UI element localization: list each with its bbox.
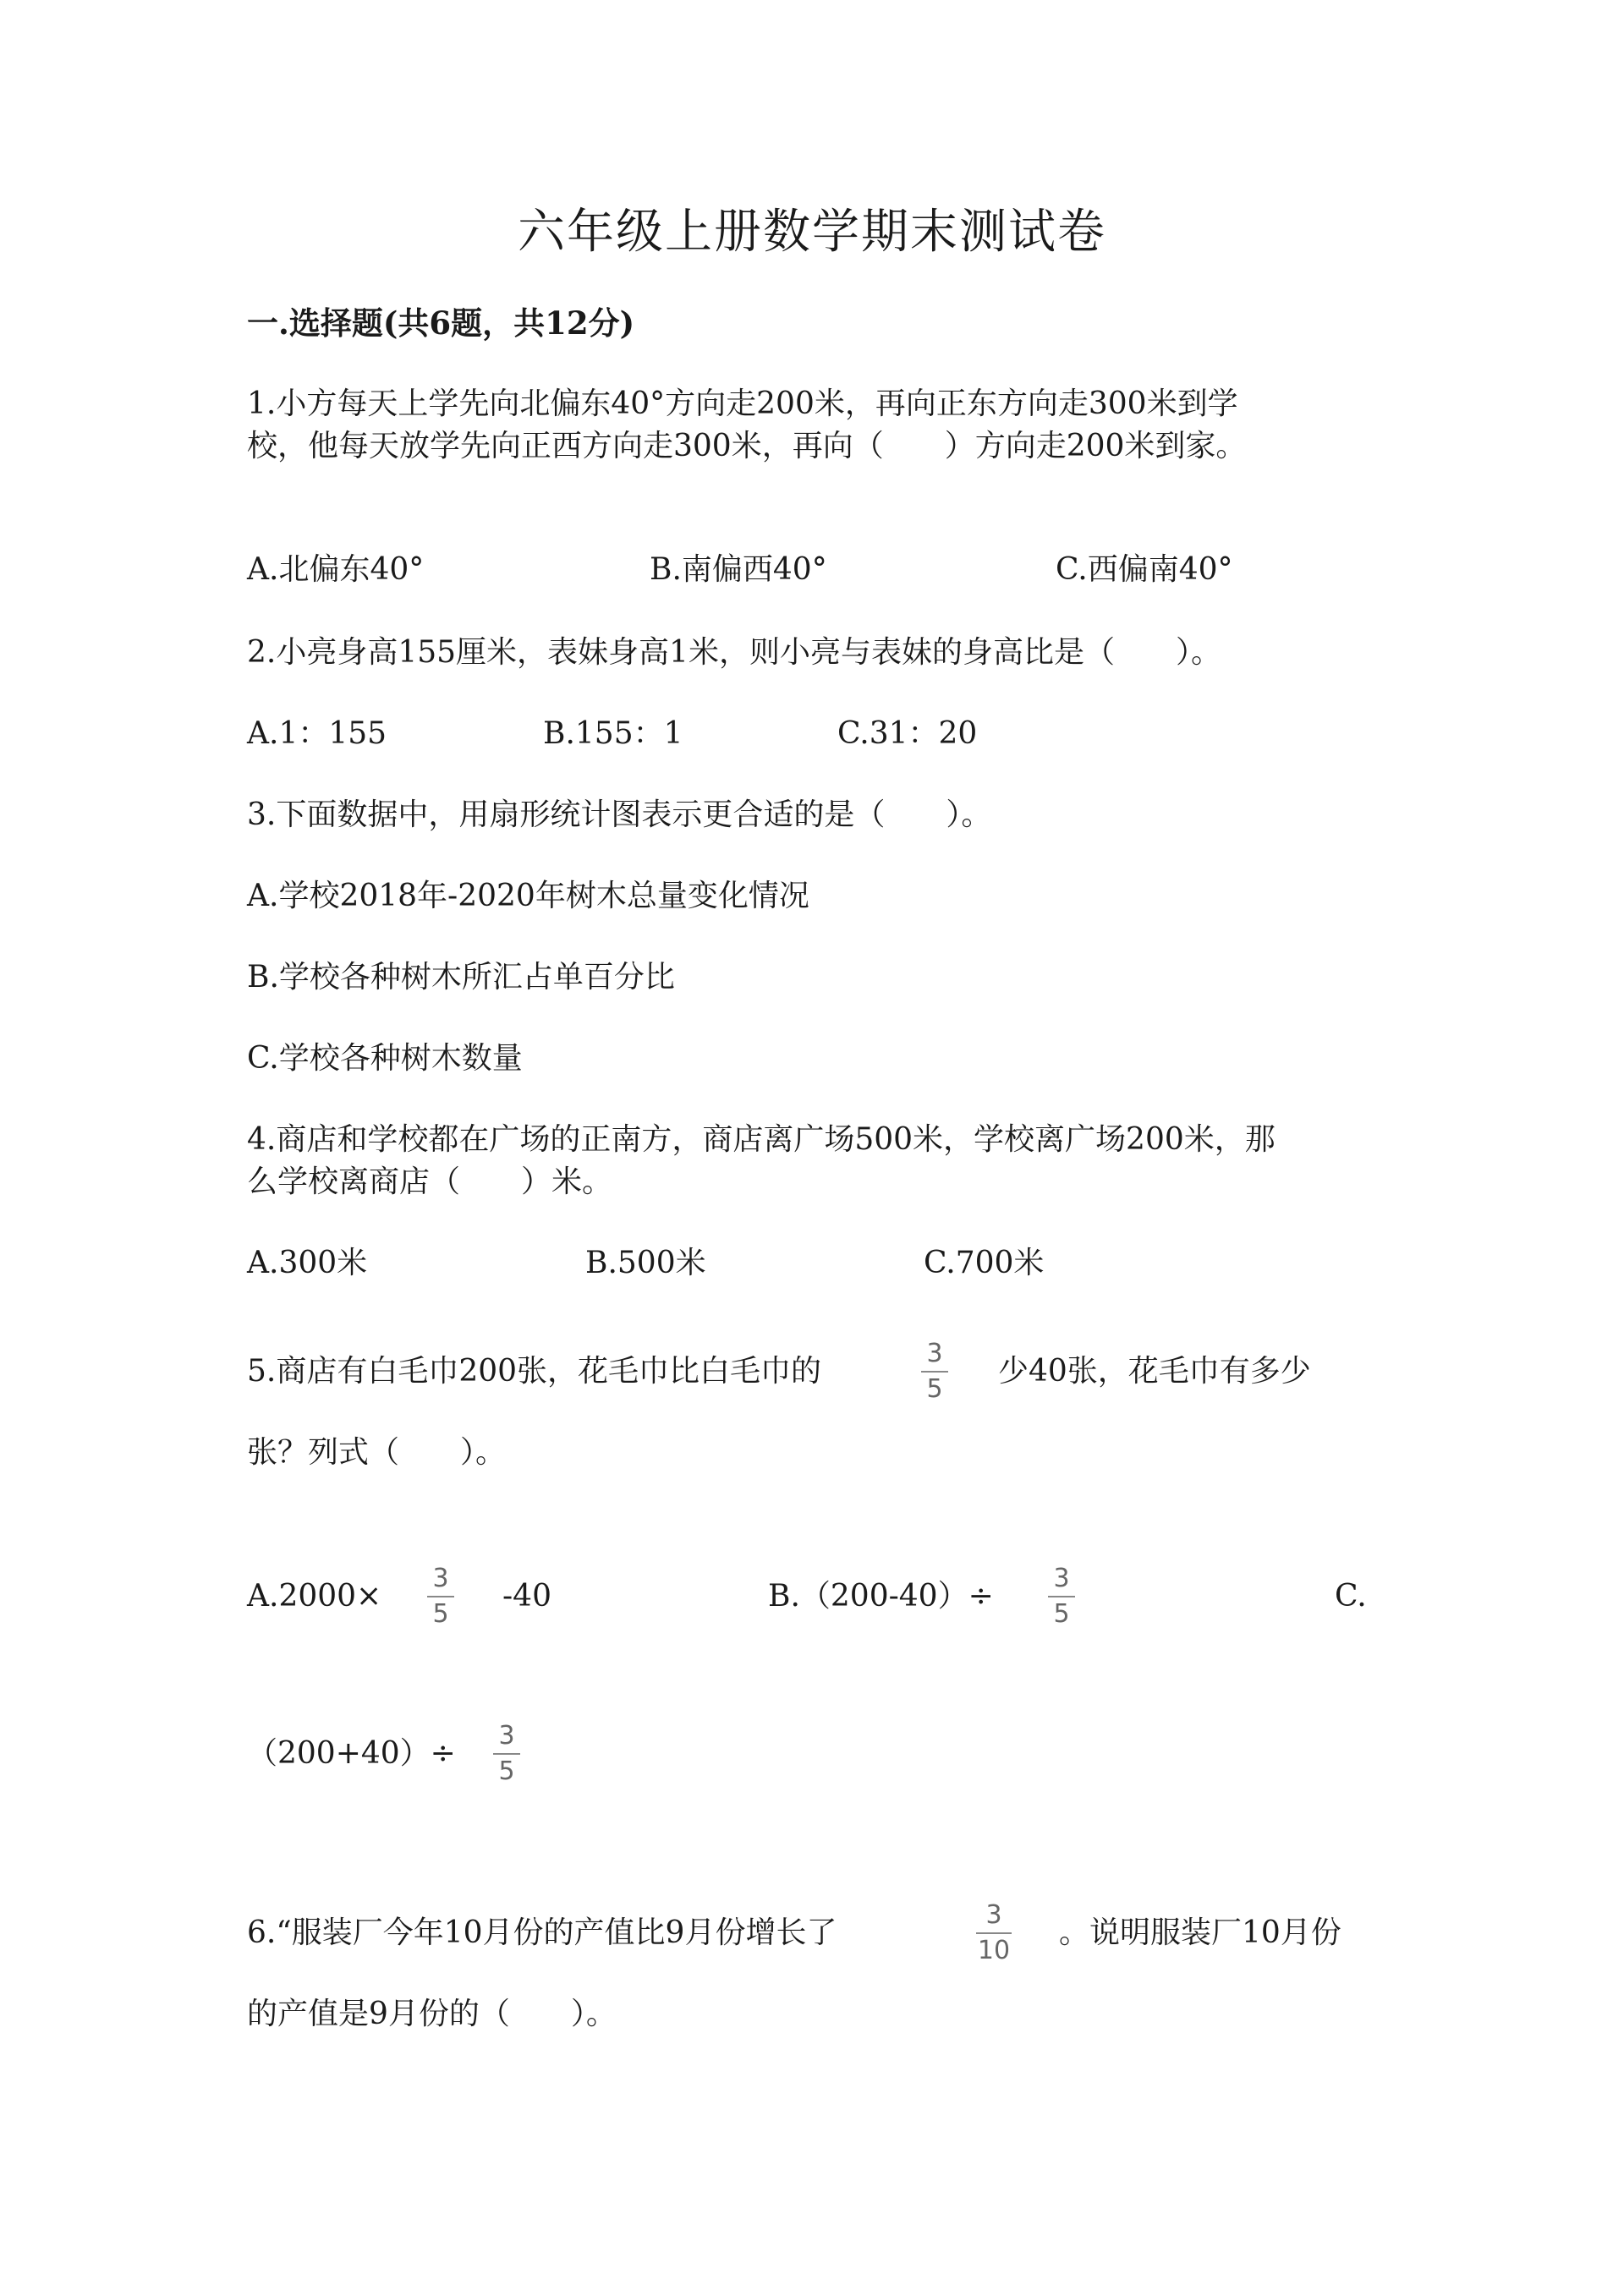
question-1-line-2: 校，他每天放学先向正西方向走300米，再向（ ）方向走200米到家。 [247, 429, 1247, 463]
question-5-option-c-label[interactable]: C. [1335, 1579, 1367, 1614]
question-5-option-b[interactable]: B.（200-40）÷ [768, 1579, 994, 1614]
question-1-option-c[interactable]: C.西偏南40° [1056, 552, 1233, 587]
fraction-numerator: 3 [498, 1721, 515, 1751]
fraction-denominator: 10 [977, 1936, 1011, 1965]
fraction-denominator: 5 [498, 1756, 515, 1786]
fraction-numerator: 3 [926, 1339, 943, 1368]
question-5-option-b-fraction [1045, 1565, 1078, 1628]
question-4-option-c[interactable]: C.700米 [924, 1246, 1045, 1280]
fraction-bar [1048, 1596, 1075, 1597]
fraction-numerator: 3 [432, 1564, 449, 1593]
question-1-line-1: 1.小方每天上学先向北偏东40°方向走200米，再向正东方向走300米到学 [247, 386, 1238, 421]
fraction-bar [976, 1932, 1012, 1934]
question-4-option-a[interactable]: A.300米 [247, 1246, 368, 1280]
fraction-denominator: 5 [1053, 1599, 1070, 1629]
question-6-line-1-after-fraction: 。说明服装厂10月份 [1059, 1915, 1341, 1950]
question-2-option-c[interactable]: C.31：20 [837, 716, 978, 751]
question-2-option-b[interactable]: B.155：1 [543, 716, 683, 751]
question-5-option-c[interactable]: （200+40）÷ [247, 1736, 456, 1771]
fraction-numerator: 3 [1053, 1564, 1070, 1593]
question-1-option-b[interactable]: B.南偏西40° [650, 552, 827, 587]
section-heading-choice: 一.选择题(共6题，共12分) [247, 304, 635, 342]
question-5-option-a-before-fraction[interactable]: A.2000× [247, 1579, 382, 1614]
fraction-bar [427, 1596, 454, 1597]
question-1-option-a[interactable]: A.北偏东40° [247, 552, 425, 587]
question-5-option-a-after-fraction[interactable]: -40 [502, 1579, 551, 1614]
question-2-option-a[interactable]: A.1：155 [247, 716, 387, 751]
question-4-option-b[interactable]: B.500米 [585, 1246, 706, 1280]
question-6-line-2: 的产值是9月份的（ ）。 [247, 1997, 617, 2031]
question-3-option-b[interactable]: B.学校各种树木所汇占单百分比 [247, 960, 675, 995]
question-3-line-1: 3.下面数据中，用扇形统计图表示更合适的是（ ）。 [247, 797, 992, 832]
question-3-option-a[interactable]: A.学校2018年-2020年树木总量变化情况 [247, 879, 809, 913]
fraction-denominator: 5 [432, 1599, 449, 1629]
question-5-line-2: 张？列式（ ）。 [247, 1435, 507, 1470]
question-5-option-c-fraction [490, 1723, 524, 1785]
question-5-fraction [918, 1340, 952, 1403]
page-title: 六年级上册数学期末测试卷 [518, 205, 1106, 260]
fraction-numerator: 3 [985, 1900, 1002, 1930]
question-6-fraction [973, 1902, 1015, 1964]
fraction-bar [921, 1371, 948, 1373]
question-5-option-a-fraction [424, 1565, 458, 1628]
fraction-bar [493, 1753, 520, 1755]
question-2-line-1: 2.小亮身高155厘米，表妹身高1米，则小亮与表妹的身高比是（ ）。 [247, 635, 1221, 670]
question-3-option-c[interactable]: C.学校各种树木数量 [247, 1041, 523, 1076]
question-5-line-1-before-fraction: 5.商店有白毛巾200张，花毛巾比白毛巾的 [247, 1354, 822, 1389]
fraction-denominator: 5 [926, 1374, 943, 1404]
question-6-line-1-before-fraction: 6.“服装厂今年10月份的产值比9月份增长了 [247, 1915, 837, 1950]
question-5-line-1-after-fraction: 少40张，花毛巾有多少 [998, 1354, 1311, 1389]
question-4-line-2: 么学校离商店（ ）米。 [247, 1164, 613, 1199]
question-4-line-1: 4.商店和学校都在广场的正南方，商店离广场500米，学校离广场200米，那 [247, 1122, 1276, 1157]
